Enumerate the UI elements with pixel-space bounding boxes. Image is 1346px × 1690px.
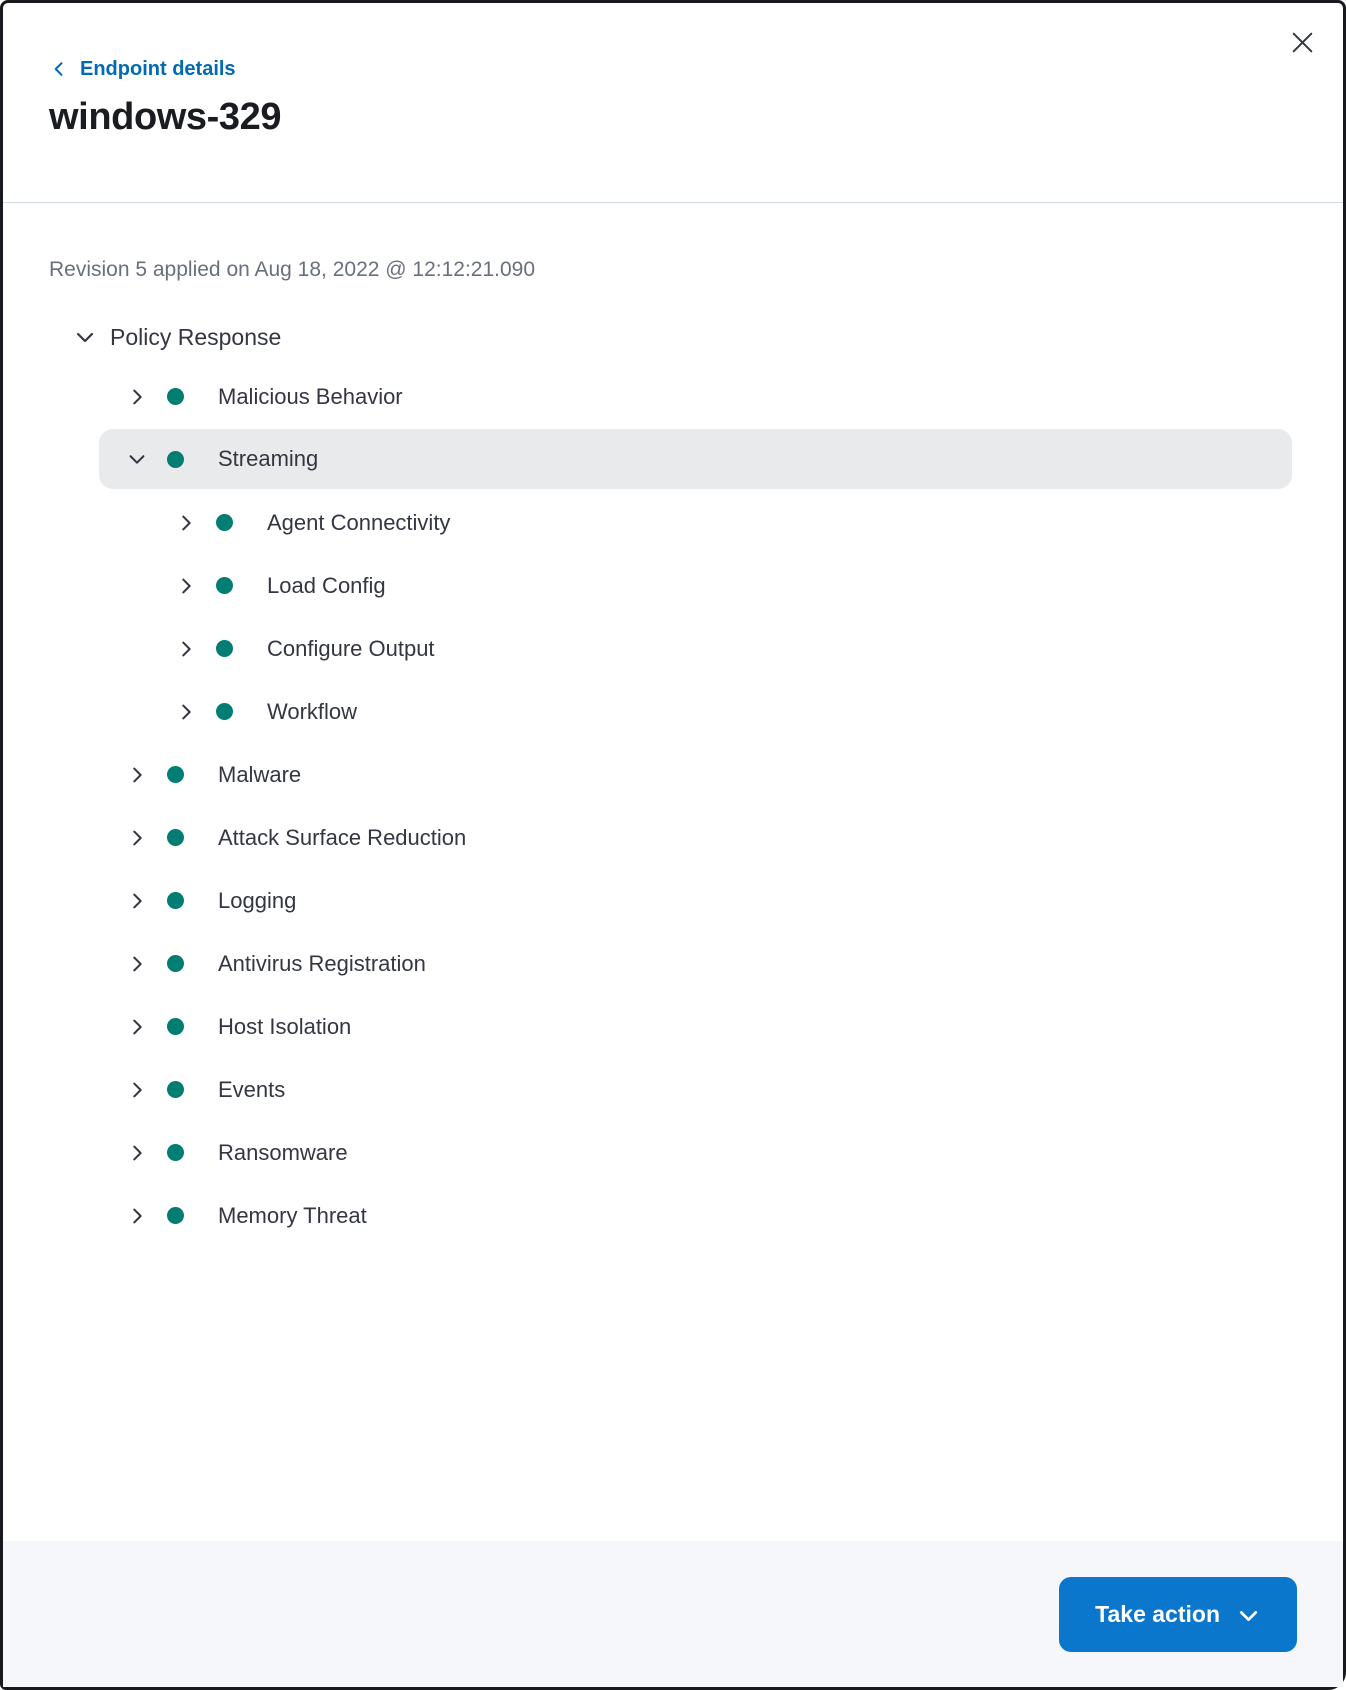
tree-item-label: Configure Output	[267, 635, 435, 661]
status-dot-icon	[167, 829, 184, 846]
chevron-right-icon[interactable]	[125, 1015, 149, 1039]
tree-item-workflow[interactable]	[49, 680, 1292, 743]
tree-item-streaming[interactable]	[99, 429, 1292, 489]
tree-item-events[interactable]	[49, 1058, 1292, 1121]
page-title: windows-329	[49, 96, 282, 138]
tree-item-antivirus-registration[interactable]	[49, 932, 1292, 995]
status-dot-icon	[167, 766, 184, 783]
tree-item-host-isolation[interactable]	[49, 995, 1292, 1058]
tree-item-label: Workflow	[267, 698, 358, 724]
chevron-right-icon[interactable]	[174, 511, 198, 535]
flyout-body	[3, 255, 1343, 1247]
chevron-right-icon[interactable]	[125, 889, 149, 913]
status-dot-icon	[167, 1081, 184, 1098]
status-dot-icon	[216, 514, 233, 531]
flyout-header	[3, 3, 1343, 203]
status-dot-icon	[167, 1018, 184, 1035]
status-dot-icon	[167, 1207, 184, 1224]
status-dot-icon	[167, 451, 184, 468]
chevron-right-icon[interactable]	[174, 574, 198, 598]
status-dot-icon	[167, 955, 184, 972]
status-dot-icon	[167, 388, 184, 405]
tree-item-label: Host Isolation	[218, 1013, 352, 1039]
take-action-button[interactable]	[1059, 1577, 1297, 1652]
tree-item-label: Antivirus Registration	[218, 950, 426, 976]
chevron-right-icon[interactable]	[125, 763, 149, 787]
tree-item-label: Events	[218, 1076, 286, 1102]
tree-item-label: Memory Threat	[218, 1202, 367, 1228]
tree-item-label: Attack Surface Reduction	[218, 824, 467, 850]
tree-item-malware[interactable]	[49, 743, 1292, 806]
tree-item-configure-output[interactable]	[49, 617, 1292, 680]
tree-item-logging[interactable]	[49, 869, 1292, 932]
chevron-right-icon[interactable]	[174, 700, 198, 724]
tree-item-malicious-behavior[interactable]	[49, 365, 1292, 428]
back-to-endpoint-details-link[interactable]	[49, 55, 236, 83]
policy-response-tree	[49, 309, 1292, 1247]
back-link-label: Endpoint details	[80, 58, 236, 80]
status-dot-icon	[167, 892, 184, 909]
tree-item-label: Malicious Behavior	[218, 383, 403, 409]
status-dot-icon	[216, 703, 233, 720]
chevron-right-icon[interactable]	[125, 1141, 149, 1165]
tree-item-ransomware[interactable]	[49, 1121, 1292, 1184]
chevron-left-icon	[49, 59, 69, 79]
chevron-right-icon[interactable]	[125, 1204, 149, 1228]
tree-item-memory-threat[interactable]	[49, 1184, 1292, 1247]
tree-item-agent-connectivity[interactable]	[49, 491, 1292, 554]
chevron-right-icon[interactable]	[174, 637, 198, 661]
tree-item-policy-response[interactable]	[49, 309, 1292, 365]
chevron-down-icon[interactable]	[125, 447, 149, 471]
tree-item-label: Policy Response	[110, 324, 282, 350]
status-dot-icon	[167, 1144, 184, 1161]
status-dot-icon	[216, 577, 233, 594]
chevron-right-icon[interactable]	[125, 826, 149, 850]
chevron-right-icon[interactable]	[125, 385, 149, 409]
tree-item-load-config[interactable]	[49, 554, 1292, 617]
chevron-down-icon	[1236, 1601, 1261, 1628]
chevron-down-icon[interactable]	[73, 325, 97, 349]
tree-item-label: Ransomware	[218, 1139, 348, 1165]
status-dot-icon	[216, 640, 233, 657]
close-button[interactable]	[1283, 25, 1321, 63]
chevron-right-icon[interactable]	[125, 1078, 149, 1102]
tree-item-label: Load Config	[267, 572, 386, 598]
take-action-label: Take action	[1095, 1600, 1220, 1627]
tree-item-label: Malware	[218, 761, 302, 787]
tree-item-label: Agent Connectivity	[267, 509, 451, 535]
flyout-footer	[3, 1541, 1343, 1687]
tree-item-attack-surface-reduction[interactable]	[49, 806, 1292, 869]
chevron-right-icon[interactable]	[125, 952, 149, 976]
revision-applied-text: Revision 5 applied on Aug 18, 2022 @ 12:12:21.090	[49, 258, 536, 281]
tree-item-label: Logging	[218, 887, 297, 913]
tree-item-label: Streaming	[218, 446, 319, 471]
close-icon	[1288, 28, 1317, 60]
